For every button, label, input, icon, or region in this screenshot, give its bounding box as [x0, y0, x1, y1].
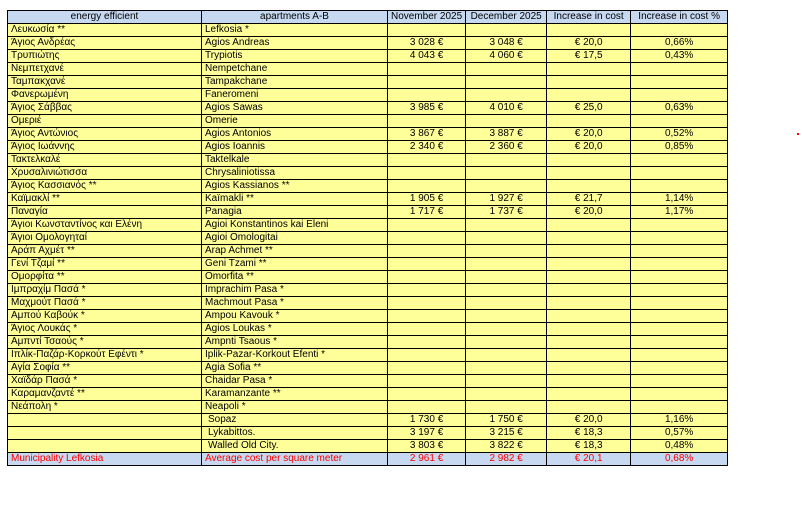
increase-percent-cell[interactable]: 0,85%	[631, 141, 728, 154]
table-row	[8, 440, 728, 453]
increase-percent-cell[interactable]	[631, 115, 728, 128]
table-row	[8, 24, 728, 37]
december-cell[interactable]	[466, 323, 547, 336]
energy-cost-table	[7, 10, 728, 466]
december-cell[interactable]	[466, 375, 547, 388]
december-cell[interactable]	[466, 115, 547, 128]
increase-cost-cell[interactable]	[547, 349, 631, 362]
november-cell[interactable]	[388, 89, 466, 102]
increase-percent-cell[interactable]	[631, 388, 728, 401]
english-name-cell[interactable]: Lefkosia *	[202, 24, 388, 37]
english-name-cell[interactable]: Agios Antonios	[202, 128, 388, 141]
increase-percent-cell[interactable]	[631, 284, 728, 297]
total-label[interactable]: Average cost per square meter	[202, 453, 388, 466]
total-row	[8, 453, 728, 466]
increase-percent-cell[interactable]: 1,17%	[631, 206, 728, 219]
greek-name-cell[interactable]: Αμπντί Τσαούς *	[8, 336, 202, 349]
december-cell[interactable]	[466, 297, 547, 310]
december-cell[interactable]	[466, 76, 547, 89]
greek-name-cell[interactable]: Ομεριέ	[8, 115, 202, 128]
november-cell[interactable]: 3 867 €	[388, 128, 466, 141]
spreadsheet	[7, 10, 728, 466]
increase-percent-cell[interactable]	[631, 323, 728, 336]
increase-percent-cell[interactable]: 0,66%	[631, 37, 728, 50]
english-name-cell[interactable]: Omorfita **	[202, 271, 388, 284]
greek-name-cell[interactable]: Ταμπακχανέ	[8, 76, 202, 89]
november-cell[interactable]: 1 730 €	[388, 414, 466, 427]
november-cell[interactable]: 3 985 €	[388, 102, 466, 115]
increase-cost-cell[interactable]	[547, 63, 631, 76]
increase-percent-cell[interactable]	[631, 375, 728, 388]
greek-name-cell[interactable]: Άγιος Λουκάς *	[8, 323, 202, 336]
greek-name-cell[interactable]: Άγιος Αντώνιος	[8, 128, 202, 141]
december-cell[interactable]	[466, 271, 547, 284]
december-cell[interactable]	[466, 388, 547, 401]
english-name-cell[interactable]: Imprachim Pasa *	[202, 284, 388, 297]
greek-name-cell[interactable]: Μαχμούτ Πασά *	[8, 297, 202, 310]
november-cell[interactable]	[388, 349, 466, 362]
table-row	[8, 219, 728, 232]
english-name-cell[interactable]: Neapoli *	[202, 401, 388, 414]
november-cell[interactable]	[388, 245, 466, 258]
increase-cost-cell[interactable]: € 20,0	[547, 414, 631, 427]
increase-percent-cell[interactable]	[631, 336, 728, 349]
header-energy-efficient[interactable]: energy efficient	[8, 11, 202, 24]
november-cell[interactable]	[388, 401, 466, 414]
increase-cost-cell[interactable]: € 20,0	[547, 37, 631, 50]
greek-name-cell[interactable]: Άγιοι Ομολογηταί	[8, 232, 202, 245]
december-cell[interactable]	[466, 219, 547, 232]
increase-percent-cell[interactable]	[631, 349, 728, 362]
greek-name-cell[interactable]	[8, 427, 202, 440]
english-name-cell[interactable]: Ampnti Tsaous *	[202, 336, 388, 349]
total-november[interactable]: 2 961 €	[388, 453, 466, 466]
november-cell[interactable]	[388, 219, 466, 232]
increase-percent-cell[interactable]	[631, 89, 728, 102]
english-name-cell[interactable]: Agios Loukas *	[202, 323, 388, 336]
increase-percent-cell[interactable]	[631, 310, 728, 323]
greek-name-cell[interactable]: Φανερωμένη	[8, 89, 202, 102]
table-row	[8, 206, 728, 219]
increase-cost-cell[interactable]	[547, 232, 631, 245]
english-name-cell[interactable]: Geni Tzami **	[202, 258, 388, 271]
increase-cost-cell[interactable]	[547, 297, 631, 310]
december-cell[interactable]	[466, 284, 547, 297]
english-name-cell[interactable]: Agios Sawas	[202, 102, 388, 115]
november-cell[interactable]	[388, 24, 466, 37]
december-cell[interactable]	[466, 258, 547, 271]
header-row	[8, 11, 728, 24]
greek-name-cell[interactable]: Άγιος Κασσιανός **	[8, 180, 202, 193]
table-row	[8, 193, 728, 206]
november-cell[interactable]	[388, 271, 466, 284]
table-row	[8, 375, 728, 388]
december-cell[interactable]	[466, 167, 547, 180]
greek-name-cell[interactable]: Χαϊδάρ Πασά *	[8, 375, 202, 388]
november-cell[interactable]: 4 043 €	[388, 50, 466, 63]
greek-name-cell[interactable]: Καραμανζαντέ **	[8, 388, 202, 401]
increase-cost-cell[interactable]	[547, 284, 631, 297]
increase-cost-cell[interactable]: € 25,0	[547, 102, 631, 115]
increase-cost-cell[interactable]	[547, 180, 631, 193]
december-cell[interactable]	[466, 232, 547, 245]
increase-percent-cell[interactable]	[631, 219, 728, 232]
table-row	[8, 271, 728, 284]
december-cell[interactable]	[466, 154, 547, 167]
december-cell[interactable]	[466, 362, 547, 375]
november-cell[interactable]	[388, 180, 466, 193]
greek-name-cell[interactable]: Λευκωσία **	[8, 24, 202, 37]
english-name-cell[interactable]: Panagia	[202, 206, 388, 219]
increase-percent-cell[interactable]	[631, 154, 728, 167]
total-december[interactable]: 2 982 €	[466, 453, 547, 466]
english-name-cell[interactable]: Tampakchane	[202, 76, 388, 89]
november-cell[interactable]	[388, 323, 466, 336]
table-row	[8, 362, 728, 375]
increase-percent-cell[interactable]: 1,16%	[631, 414, 728, 427]
november-cell[interactable]	[388, 336, 466, 349]
increase-cost-cell[interactable]	[547, 362, 631, 375]
december-cell[interactable]: 4 060 €	[466, 50, 547, 63]
english-name-cell[interactable]: Sopaz	[202, 414, 388, 427]
december-cell[interactable]	[466, 310, 547, 323]
december-cell[interactable]	[466, 24, 547, 37]
greek-name-cell[interactable]	[8, 440, 202, 453]
november-cell[interactable]	[388, 375, 466, 388]
december-cell[interactable]: 3 048 €	[466, 37, 547, 50]
greek-name-cell[interactable]: Άγιος Ιωάννης	[8, 141, 202, 154]
table-row	[8, 63, 728, 76]
increase-cost-cell[interactable]	[547, 401, 631, 414]
english-name-cell[interactable]: Chaidar Pasa *	[202, 375, 388, 388]
table-row	[8, 245, 728, 258]
increase-cost-cell[interactable]	[547, 323, 631, 336]
increase-percent-cell[interactable]: 0,52%	[631, 128, 728, 141]
english-name-cell[interactable]: Faneromeni	[202, 89, 388, 102]
table-row	[8, 323, 728, 336]
november-cell[interactable]: 3 028 €	[388, 37, 466, 50]
increase-cost-cell[interactable]: € 18,3	[547, 440, 631, 453]
november-cell[interactable]: 1 717 €	[388, 206, 466, 219]
november-cell[interactable]	[388, 232, 466, 245]
november-cell[interactable]: 3 197 €	[388, 427, 466, 440]
greek-name-cell[interactable]	[8, 414, 202, 427]
increase-cost-cell[interactable]: € 20,0	[547, 141, 631, 154]
december-cell[interactable]	[466, 63, 547, 76]
increase-cost-cell[interactable]	[547, 219, 631, 232]
increase-cost-cell[interactable]	[547, 336, 631, 349]
increase-cost-cell[interactable]	[547, 388, 631, 401]
increase-percent-cell[interactable]: 1,14%	[631, 193, 728, 206]
greek-name-cell[interactable]: Τρυπιώτης	[8, 50, 202, 63]
header-increase-cost[interactable]: Increase in cost	[547, 11, 631, 24]
increase-percent-cell[interactable]	[631, 24, 728, 37]
table-row	[8, 167, 728, 180]
november-cell[interactable]	[388, 362, 466, 375]
greek-name-cell[interactable]: Παναγία	[8, 206, 202, 219]
december-cell[interactable]	[466, 401, 547, 414]
increase-cost-cell[interactable]: € 20,0	[547, 128, 631, 141]
increase-percent-cell[interactable]	[631, 63, 728, 76]
english-name-cell[interactable]: Agia Sofia **	[202, 362, 388, 375]
november-cell[interactable]	[388, 63, 466, 76]
english-name-cell[interactable]: Omerie	[202, 115, 388, 128]
increase-percent-cell[interactable]	[631, 401, 728, 414]
increase-cost-cell[interactable]	[547, 89, 631, 102]
november-cell[interactable]	[388, 284, 466, 297]
english-name-cell[interactable]: Ampou Kavouk *	[202, 310, 388, 323]
increase-percent-cell[interactable]	[631, 167, 728, 180]
table-row	[8, 76, 728, 89]
english-name-cell[interactable]: Agios Ioannis	[202, 141, 388, 154]
header-november[interactable]: November 2025	[388, 11, 466, 24]
increase-cost-cell[interactable]	[547, 115, 631, 128]
table-row	[8, 310, 728, 323]
december-cell[interactable]: 3 215 €	[466, 427, 547, 440]
table-row	[8, 37, 728, 50]
greek-name-cell[interactable]: Άγιος Ανδρέας	[8, 37, 202, 50]
table-row	[8, 297, 728, 310]
table-row	[8, 128, 728, 141]
increase-cost-cell[interactable]	[547, 167, 631, 180]
november-cell[interactable]	[388, 115, 466, 128]
total-municipality[interactable]: Municipality Lefkosia	[8, 453, 202, 466]
greek-name-cell[interactable]: Αράπ Αχμέτ **	[8, 245, 202, 258]
increase-percent-cell[interactable]	[631, 271, 728, 284]
table-row	[8, 427, 728, 440]
increase-cost-cell[interactable]	[547, 76, 631, 89]
greek-name-cell[interactable]: Ιπλίκ-Παζάρ-Κορκούτ Εφέντι *	[8, 349, 202, 362]
increase-percent-cell[interactable]	[631, 232, 728, 245]
greek-name-cell[interactable]: Γενί Τζαμί **	[8, 258, 202, 271]
increase-cost-cell[interactable]: € 21,7	[547, 193, 631, 206]
greek-name-cell[interactable]: Αγία Σοφία **	[8, 362, 202, 375]
table-row	[8, 102, 728, 115]
table-row	[8, 180, 728, 193]
increase-percent-cell[interactable]	[631, 258, 728, 271]
table-row	[8, 154, 728, 167]
december-cell[interactable]: 4 010 €	[466, 102, 547, 115]
greek-name-cell[interactable]: Άγιος Σάββας	[8, 102, 202, 115]
greek-name-cell[interactable]: Νεάπολη *	[8, 401, 202, 414]
table-row	[8, 349, 728, 362]
greek-name-cell[interactable]: Αμπού Καβούκ *	[8, 310, 202, 323]
greek-name-cell[interactable]: Άγιοι Κωνσταντίνος και Ελένη	[8, 219, 202, 232]
greek-name-cell[interactable]: Ιμπραχίμ Πασά *	[8, 284, 202, 297]
english-name-cell[interactable]: Arap Achmet **	[202, 245, 388, 258]
november-cell[interactable]	[388, 154, 466, 167]
table-row	[8, 336, 728, 349]
increase-percent-cell[interactable]: 0,63%	[631, 102, 728, 115]
november-cell[interactable]: 1 905 €	[388, 193, 466, 206]
red-marker	[797, 133, 799, 135]
increase-percent-cell[interactable]: 0,48%	[631, 440, 728, 453]
greek-name-cell[interactable]: Καϊμακλί **	[8, 193, 202, 206]
december-cell[interactable]	[466, 349, 547, 362]
english-name-cell[interactable]: Agioi Konstantinos kai Eleni	[202, 219, 388, 232]
table-row	[8, 258, 728, 271]
increase-cost-cell[interactable]	[547, 375, 631, 388]
greek-name-cell[interactable]: Τακτελκαλέ	[8, 154, 202, 167]
table-row	[8, 50, 728, 63]
english-name-cell[interactable]: Kaïmakli **	[202, 193, 388, 206]
increase-cost-cell[interactable]	[547, 258, 631, 271]
header-increase-percent[interactable]: Increase in cost %	[631, 11, 728, 24]
greek-name-cell[interactable]: Χρυσαλινιώτισσα	[8, 167, 202, 180]
english-name-cell[interactable]: Agios Andreas	[202, 37, 388, 50]
english-name-cell[interactable]: Chrysaliniotissa	[202, 167, 388, 180]
december-cell[interactable]: 1 927 €	[466, 193, 547, 206]
table-row	[8, 388, 728, 401]
english-name-cell[interactable]: Walled Old City.	[202, 440, 388, 453]
december-cell[interactable]: 1 750 €	[466, 414, 547, 427]
total-increase-percent[interactable]: 0,68%	[631, 453, 728, 466]
greek-name-cell[interactable]: Νεμπετχανέ	[8, 63, 202, 76]
november-cell[interactable]	[388, 388, 466, 401]
increase-cost-cell[interactable]: € 17,5	[547, 50, 631, 63]
table-row	[8, 232, 728, 245]
december-cell[interactable]: 3 822 €	[466, 440, 547, 453]
table-row	[8, 89, 728, 102]
december-cell[interactable]: 1 737 €	[466, 206, 547, 219]
increase-cost-cell[interactable]	[547, 24, 631, 37]
increase-percent-cell[interactable]	[631, 245, 728, 258]
english-name-cell[interactable]: Taktelkale	[202, 154, 388, 167]
november-cell[interactable]	[388, 297, 466, 310]
increase-cost-cell[interactable]	[547, 154, 631, 167]
english-name-cell[interactable]: Trypiotis	[202, 50, 388, 63]
table-row	[8, 141, 728, 154]
increase-cost-cell[interactable]: € 20,0	[547, 206, 631, 219]
table-row	[8, 401, 728, 414]
increase-cost-cell[interactable]	[547, 271, 631, 284]
header-december[interactable]: December 2025	[466, 11, 547, 24]
increase-percent-cell[interactable]: 0,43%	[631, 50, 728, 63]
december-cell[interactable]	[466, 336, 547, 349]
increase-cost-cell[interactable]	[547, 310, 631, 323]
english-name-cell[interactable]: Karamanzante **	[202, 388, 388, 401]
english-name-cell[interactable]: Agios Kassianos **	[202, 180, 388, 193]
greek-name-cell[interactable]: Ομορφίτα **	[8, 271, 202, 284]
increase-percent-cell[interactable]	[631, 180, 728, 193]
november-cell[interactable]	[388, 258, 466, 271]
table-row	[8, 115, 728, 128]
november-cell[interactable]	[388, 310, 466, 323]
english-name-cell[interactable]: Iplik-Pazar-Korkout Efenti *	[202, 349, 388, 362]
increase-percent-cell[interactable]: 0,57%	[631, 427, 728, 440]
december-cell[interactable]	[466, 89, 547, 102]
december-cell[interactable]: 2 360 €	[466, 141, 547, 154]
increase-percent-cell[interactable]	[631, 297, 728, 310]
english-name-cell[interactable]: Machmout Pasa *	[202, 297, 388, 310]
header-apartments[interactable]: apartments A-B	[202, 11, 388, 24]
increase-cost-cell[interactable]: € 18,3	[547, 427, 631, 440]
english-name-cell[interactable]: Nempetchane	[202, 63, 388, 76]
increase-percent-cell[interactable]	[631, 362, 728, 375]
english-name-cell[interactable]: Agioi Omologitai	[202, 232, 388, 245]
increase-percent-cell[interactable]	[631, 76, 728, 89]
november-cell[interactable]: 3 803 €	[388, 440, 466, 453]
november-cell[interactable]	[388, 167, 466, 180]
table-row	[8, 414, 728, 427]
increase-cost-cell[interactable]	[547, 245, 631, 258]
november-cell[interactable]: 2 340 €	[388, 141, 466, 154]
english-name-cell[interactable]: Lykabittos.	[202, 427, 388, 440]
december-cell[interactable]	[466, 245, 547, 258]
november-cell[interactable]	[388, 76, 466, 89]
december-cell[interactable]	[466, 180, 547, 193]
total-increase-cost[interactable]: € 20,1	[547, 453, 631, 466]
table-row	[8, 284, 728, 297]
december-cell[interactable]: 3 887 €	[466, 128, 547, 141]
